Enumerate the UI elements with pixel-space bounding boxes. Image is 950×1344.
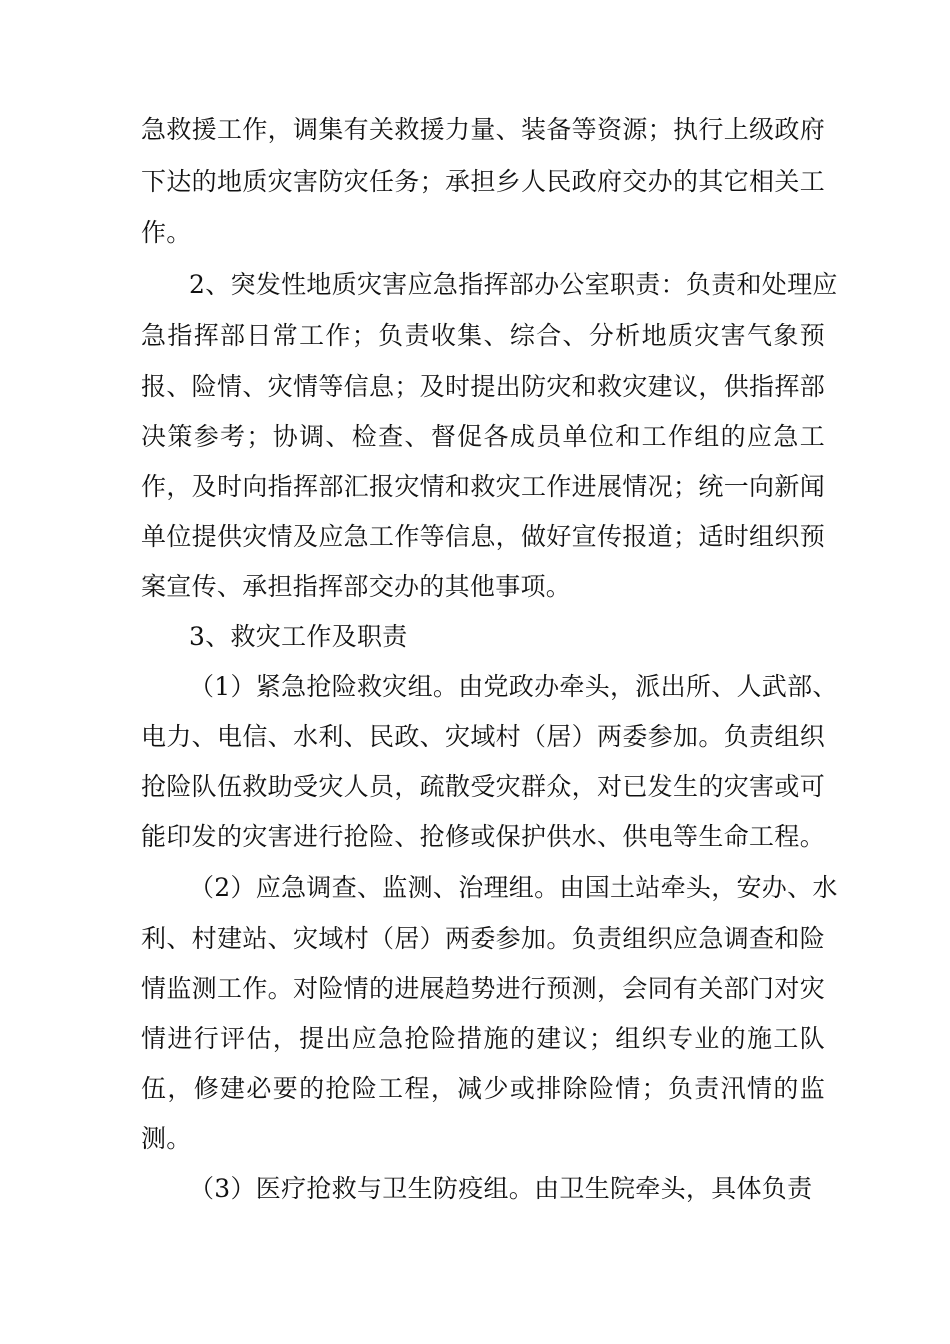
text-line: 决策参考；协调、检查、督促各成员单位和工作组的应急工 (141, 422, 825, 451)
section-heading: 3、救灾工作及职责 (189, 622, 408, 651)
text-line: 报、险情、灾情等信息；及时提出防灾和救灾建议，供指挥部 (141, 372, 825, 401)
text-line: 作。 (141, 218, 192, 247)
text-line: 能印发的灾害进行抢险、抢修或保护供水、供电等生命工程。 (141, 822, 825, 851)
text-line: 情进行评估，提出应急抢险措施的建议；组织专业的施工队 (141, 1024, 825, 1053)
text-line: （3）医疗抢救与卫生防疫组。由卫生院牵头，具体负责 (189, 1174, 813, 1203)
text-line: 作，及时向指挥部汇报灾情和救灾工作进展情况；统一向新闻 (141, 472, 825, 501)
text-line: 情监测工作。对险情的进展趋势进行预测，会同有关部门对灾 (141, 974, 825, 1003)
text-line: 案宣传、承担指挥部交办的其他事项。 (141, 572, 572, 601)
text-line: 伍，修建必要的抢险工程，减少或排除险情；负责汛情的监 (141, 1074, 825, 1103)
text-line: 急指挥部日常工作；负责收集、综合、分析地质灾害气象预 (141, 321, 825, 350)
text-line: 2、突发性地质灾害应急指挥部办公室职责：负责和处理应 (189, 270, 838, 299)
text-line: 单位提供灾情及应急工作等信息，做好宣传报道；适时组织预 (141, 522, 825, 551)
text-line: 急救援工作，调集有关救援力量、装备等资源；执行上级政府 (141, 115, 825, 144)
text-line: （1）紧急抢险救灾组。由党政办牵头，派出所、人武部、 (189, 672, 838, 701)
text-line: 测。 (141, 1124, 192, 1153)
text-line: 下达的地质灾害防灾任务；承担乡人民政府交办的其它相关工 (141, 167, 825, 196)
text-line: （2）应急调查、监测、治理组。由国土站牵头，安办、水 (189, 873, 838, 902)
text-line: 抢险队伍救助受灾人员，疏散受灾群众，对已发生的灾害或可 (141, 772, 825, 801)
text-line: 利、村建站、灾域村（居）两委参加。负责组织应急调查和险 (141, 924, 825, 953)
text-line: 电力、电信、水利、民政、灾域村（居）两委参加。负责组织 (141, 722, 825, 751)
